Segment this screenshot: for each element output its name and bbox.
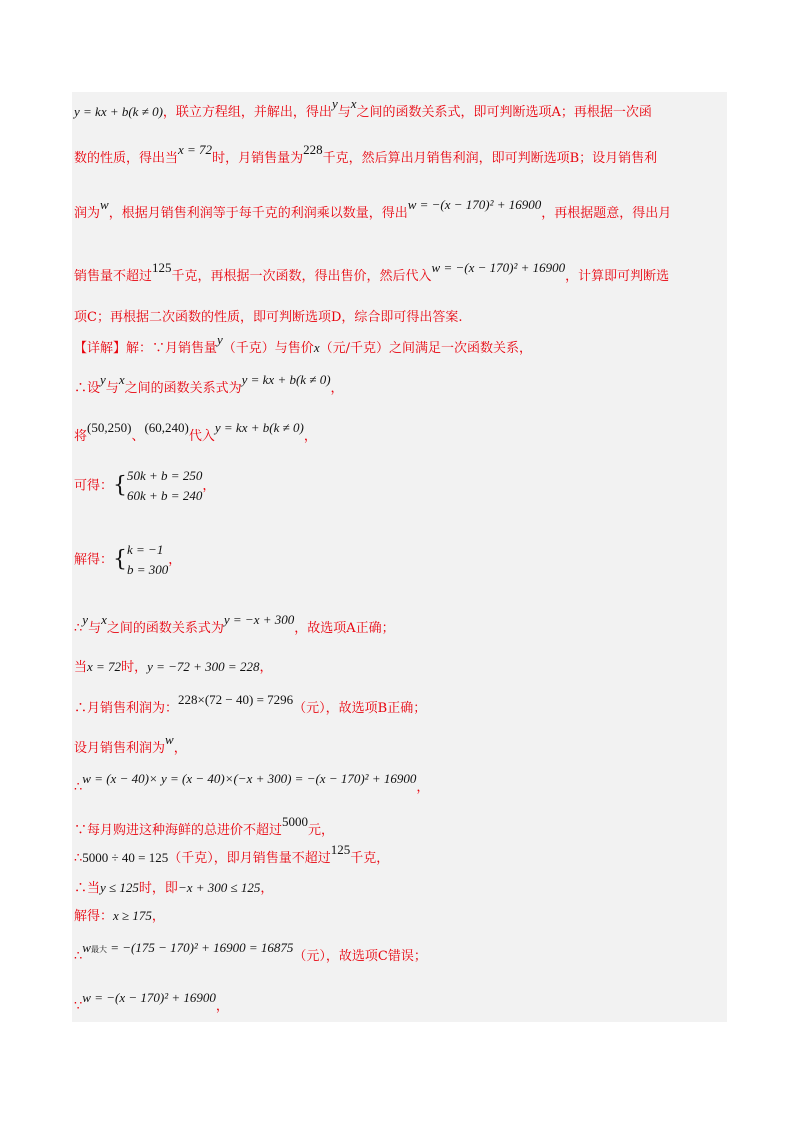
brace-symbol: {	[113, 473, 128, 498]
math-expr	[82, 940, 293, 955]
math-number: 125	[152, 260, 172, 275]
text: 当	[74, 660, 88, 675]
text: 设月销售利润为	[74, 741, 166, 756]
text-line-9	[74, 466, 724, 506]
text: 千克，	[350, 851, 390, 866]
text: ，	[202, 478, 216, 494]
math-var: y	[331, 96, 338, 111]
text: ∵每月购进这种海鲜的总进价不超过	[74, 823, 283, 838]
math-var: x	[350, 96, 357, 111]
math-var: y	[217, 332, 223, 347]
text: （千克），即月销售量不超过	[168, 851, 331, 866]
equation: 50k + b = 250	[127, 468, 203, 483]
text: 解得：	[74, 552, 114, 568]
text: ，联立方程组，并解出，得出	[162, 105, 332, 120]
text: ，	[330, 381, 344, 396]
math-expr: w = −(x − 170)² + 16900	[431, 260, 566, 275]
text: 可得：	[74, 478, 114, 494]
text: 与	[337, 105, 351, 120]
text: ∴	[74, 949, 83, 964]
text: 代入	[188, 429, 215, 444]
text: （元），故选项C错误；	[293, 949, 427, 964]
text-line-20	[74, 940, 724, 966]
text: ，	[168, 552, 182, 568]
equation-system	[127, 466, 202, 506]
math-expr: y = kx + b(k ≠ 0)	[74, 104, 163, 119]
text: 时，月销售量为	[212, 151, 304, 166]
text: ，再根据题意，得出月	[541, 206, 672, 221]
math-expr: w = (x − 40)× y = (x − 40)×(−x + 300) = −(x − 170)² + 16900	[82, 771, 417, 786]
math-expr: y = −x + 300	[223, 612, 295, 627]
text: 与	[88, 621, 102, 636]
equation: b = 300	[127, 562, 169, 577]
text: （元），故选项B正确；	[293, 701, 427, 716]
text: ，	[416, 780, 430, 795]
text-line-10	[74, 540, 724, 580]
text: 元，	[308, 823, 335, 838]
text-line-6	[74, 332, 724, 357]
text-line-3	[74, 197, 724, 222]
math-point: (60,240)	[144, 420, 189, 435]
text: ，根据月销售利润等于每千克的利润乘以数量，得出	[108, 206, 408, 221]
text: ，	[259, 660, 273, 675]
text: 【详解】解：∵月销售量	[74, 341, 218, 356]
text: 解得：	[74, 909, 114, 924]
text: 时，	[121, 660, 148, 675]
text: ，	[173, 741, 187, 756]
text: 之间的函数关系式为	[124, 381, 242, 396]
text: 将	[74, 429, 88, 444]
text: 之间的函数关系式为	[106, 621, 224, 636]
equation: k = −1	[127, 542, 164, 557]
text: 项C；再根据二次函数的性质，即可判断选项D，综合即可得出答案.	[74, 310, 463, 325]
text: （元/千克）之间满足一次函数关系，	[319, 341, 532, 356]
equation-system	[127, 540, 168, 580]
text-line-5	[74, 310, 724, 326]
text: ∴设	[74, 381, 101, 396]
text: ∴当	[74, 881, 101, 896]
text-line-11	[74, 612, 724, 637]
text-line-7	[74, 372, 724, 397]
text: ∴	[74, 621, 83, 636]
text-line-19	[74, 908, 724, 925]
text: ，	[151, 909, 165, 924]
text: ，计算即可判断选	[565, 269, 670, 284]
math-var: x	[101, 612, 107, 627]
text: 与	[105, 381, 119, 396]
text-line-18	[74, 880, 724, 897]
math-var: x	[118, 372, 125, 387]
math-var: x	[313, 340, 320, 355]
math-var: w	[82, 940, 91, 955]
text: ∵	[74, 999, 83, 1014]
text-line-2	[74, 142, 724, 167]
math-var: w	[165, 732, 174, 747]
math-number: 228	[303, 142, 323, 157]
math-var: w	[100, 197, 109, 212]
math-expr: 228×(72 − 40) = 7296	[178, 692, 294, 707]
math-var: y	[82, 612, 89, 627]
math-point: (50,250)	[87, 420, 132, 435]
text-line-4	[74, 260, 724, 285]
text: ∴	[74, 851, 83, 866]
text-line-15	[74, 771, 724, 796]
text: ∴	[74, 780, 83, 795]
math-expr: y ≤ 125	[100, 880, 139, 895]
text: 润为	[74, 206, 101, 221]
text-line-1	[74, 96, 724, 121]
text: 、	[131, 429, 145, 444]
text: 千克，然后算出月销售利润，即可判断选项B；设月销售利	[322, 151, 658, 166]
math-number: 125	[330, 842, 351, 857]
text: （千克）与售价	[222, 341, 314, 356]
text: 数的性质，得出当	[74, 151, 179, 166]
math-expr: w = −(x − 170)² + 16900	[407, 197, 542, 212]
text: ，故选项A正确；	[294, 621, 395, 636]
text-line-16	[74, 814, 724, 839]
text: 千克，再根据一次函数，得出售价，然后代入	[171, 269, 432, 284]
math-expr: y = −72 + 300 = 228	[147, 659, 260, 674]
math-expr: x ≥ 175	[113, 908, 152, 923]
text: ，	[215, 999, 229, 1014]
math-subscript: 最大	[90, 945, 107, 954]
math-expr: y = kx + b(k ≠ 0)	[214, 420, 304, 435]
text: 时，即	[138, 881, 178, 896]
math-expr: −x + 300 ≤ 125	[177, 880, 261, 895]
text: ，	[260, 881, 274, 896]
text: ，	[303, 429, 317, 444]
text-line-14	[74, 732, 724, 757]
text-line-8	[74, 420, 724, 445]
text-line-12	[74, 659, 724, 676]
brace-symbol: {	[113, 547, 128, 572]
math-expr: y = kx + b(k ≠ 0)	[241, 372, 331, 387]
text: ∴月销售利润为：	[74, 701, 179, 716]
math-expr: x = 72	[87, 659, 122, 674]
text-line-17	[74, 842, 724, 867]
text-line-13	[74, 692, 724, 717]
text-line-21	[74, 990, 724, 1015]
equation: 60k + b = 240	[127, 488, 203, 503]
math-expr: x = 72	[178, 142, 213, 157]
math-expr: 5000 ÷ 40 = 125	[82, 850, 169, 865]
text: 销售量不超过	[74, 269, 153, 284]
text: 之间的函数关系式，即可判断选项A；再根据一次函	[356, 105, 652, 120]
math-expr: w = −(x − 170)² + 16900	[82, 990, 216, 1005]
math-number: 5000	[282, 814, 309, 829]
math-expr-rest: = −(175 − 170)² + 16900 = 16875	[106, 940, 294, 955]
math-var: y	[100, 372, 106, 387]
